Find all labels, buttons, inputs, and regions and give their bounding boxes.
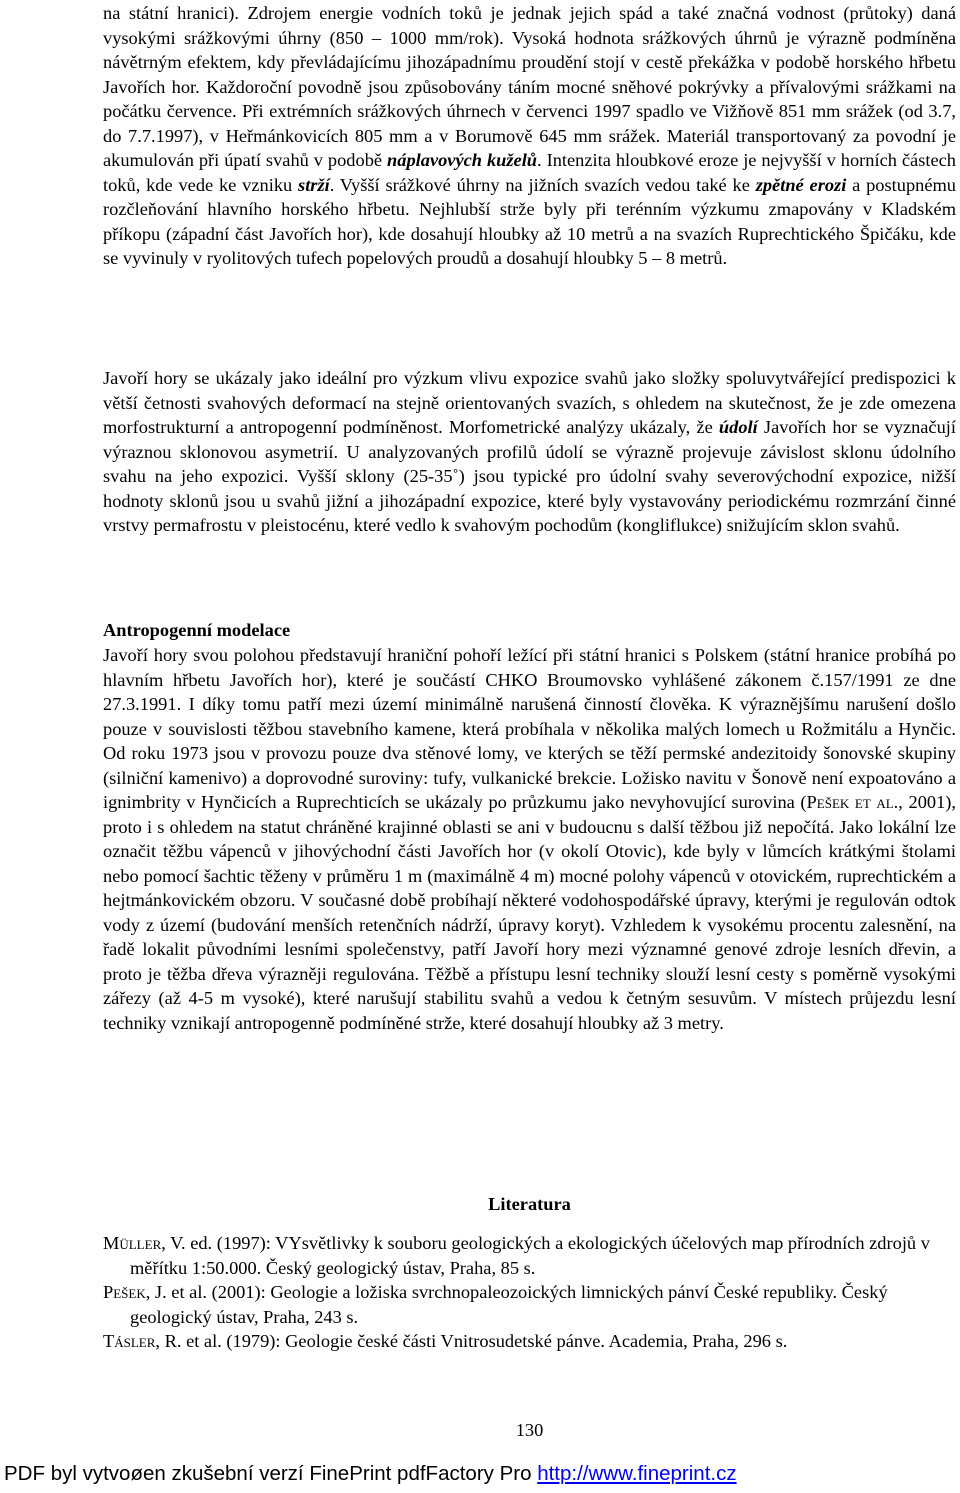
text-run: . Vyšší srážkové úhrny na jižních svazích vedou také ke bbox=[329, 174, 756, 195]
emphasis-term: strží bbox=[298, 174, 330, 195]
reference-author: Müller bbox=[103, 1233, 162, 1253]
reference-text: , R. et al. (1979): Geologie české části Vnitrosudetské pánve. Academia, Praha, 296 s. bbox=[155, 1331, 788, 1351]
reference-item bbox=[103, 1280, 956, 1329]
footer-link[interactable]: http://www.fineprint.cz bbox=[537, 1462, 737, 1485]
reference-text: , J. et al. (2001): Geologie a ložiska svrchnopaleozoických limnických pánví České republiky. Český geologický ústav, Praha, 243 s. bbox=[130, 1282, 888, 1327]
footer-text: PDF byl vytvoøen zkušební verzí FinePrint pdfFactory Pro bbox=[4, 1462, 538, 1485]
paragraph-slope-exposure bbox=[103, 366, 956, 538]
emphasis-term: údolí bbox=[718, 417, 758, 437]
reference-text: , V. ed. (1997): VYsvětlivky k souboru geologických a ekologických účelových map přírodních zdrojů v měřítku 1:50.000. Český geologický ústav, Praha, 85 s. bbox=[130, 1233, 930, 1278]
text-run: a postupnému rozčleňování hlavního horského hřbetu. Nejhlubší strže byly při terénním výzkumu zmapovány v Kladském příkopu (západní část Javořích hor), kde dosahují hloubky až 10 metrů a na svazích Ruprechtického Špičáku, kde se vyvinuly v ryolitových tufech popelových proudů a dosahují hloubky 5 – 8 metrů. bbox=[103, 174, 957, 268]
reference-list bbox=[103, 1231, 956, 1354]
text-run: Javoří hory se ukázaly jako ideální pro výzkum vlivu expozice svahů jako složky spoluvytvářející predispozici k větší četnosti svahových deformací na stejně orientovaných svazích, s ohledem na skutečnost, že je zde omezena morfostrukturní a antropogenní podmíněnost. Morfometrické analýzy ukázaly, že bbox=[103, 368, 956, 437]
text-run: Javořích hor se vyznačují výraznou sklonovou asymetrií. U analyzovaných profilů údolí se výrazně projevuje závislost sklonu údolního svahu na jeho expozici. Vyšší sklony (25-35˚) jsou typické pro údolní svahy severovýchodní expozice, nižší hodnoty sklonů jsou u svahů jižní a jihozápadní expozice, které byly vystavovány periodickému rozmrzání činné vrstvy permafrostu v pleistocénu, které vedlo k svahovým pochodům (kongliflukce) snižujícím sklon svahů. bbox=[103, 417, 956, 535]
citation-author: Pešek et al. bbox=[806, 792, 899, 812]
paragraph-hydrology bbox=[103, 1, 956, 271]
text-run: , 2001), proto i s ohledem na statut chráněné krajinné oblasti se ani v budoucnu s další těžbou již nepočítá. Jako lokální lze označit těžbu vápenců v jihovýchodní části Javořích hor (v okolí Otovic), kde byly v lůmcích krátkými štolami nebo pomocí šachtic těženy v průměru 1 m (maximálně 4 m) mocné polohy vápenců v otovickém, ruprechtickém a hejtmánkovickém obzoru. V současné době probíhají některé vodohospodářské úpravy, kterými je regulován odtok vody z území (budování menších retenčních nádrží, úpravy koryt). Vzhledem k vysokému procentu zalesnění, na řadě lokalit původními lesními společenstvy, patří Javoří hory mezi významné genové zdroje lesních dřevin, a proto je těžba dřeva výrazněji regulována. Těžbě a přístupu lesní techniky slouží lesní cesty s poměrně vysokými zářezy (až 4-5 m vysoké), které narušují stabilitu svahů a vedou k četným sesuvům. V místech průjezdu lesní techniky vznikají antropogenně podmíněné strže, které dosahují hloubky až 3 metry. bbox=[103, 792, 956, 1033]
reference-item bbox=[103, 1329, 956, 1354]
emphasis-term: náplavových kuželů bbox=[387, 150, 538, 170]
paragraph-anthropogenic bbox=[103, 643, 956, 1035]
reference-author: Pešek bbox=[103, 1282, 146, 1302]
emphasis-term: zpětné erozi bbox=[755, 174, 847, 195]
section-heading-anthropogenic: Antropogenní modelace bbox=[103, 620, 291, 640]
text-run: Javoří hory svou polohou představují hraniční pohoří ležící při státní hranici s Polskem (státní hranice probíhá po hlavním hřbetu Javořích hor), které je součástí CHKO Broumovsko vyhlášené zákonem č.157/1991 ze dne 27.3.1991. I díky tomu patří mezi území minimálně narušená činností člověka. K výraznějšímu narušení došlo pouze v souvislosti těžbou stavebního kamene, která probíhala v několika malých lomech u Rožmitálu a Hynčic. Od roku 1973 jsou v provozu pouze dva stěnové lomy, ve kterých se těží permské andezitoidy šonovské skupiny (silniční kamenivo) a doprovodné suroviny: tufy, vulkanické brekcie. Ložisko navitu v Šonově není expoatováno a ignimbrity v Hynčicích a Ruprechticích se ukázaly po průzkumu jako nevyhovující surovina ( bbox=[103, 645, 956, 812]
section-heading-literature: Literatura bbox=[488, 1194, 571, 1214]
text-run: na státní hranici). Zdrojem energie vodních toků je jednak jejich spád a také značná vodnost (průtoky) daná vysokými srážkovými úhrny (850 – 1000 mm/rok). Vysoká hodnota srážkových úhrnů je výrazně podmíněna návětrným efektem, kdy převládajícímu jihozápadnímu proudění stojí v cestě překážka v podobě horského hřbetu Javořích hor. Každoroční povodně jsou způsobovány táním mocné sněhové pokrývky a přívalovými srážkami na počátku července. Při extrémních srážkových úhrnech v červenci 1997 spadlo ve Vižňově 851 mm srážek (od 3.7, do 7.7.1997), v Heřmánkovicích 805 mm a v Borumově 645 mm srážek. Materiál transportovaný za povodní je akumulován při úpatí svahů v podobě bbox=[103, 3, 956, 170]
pdf-footer bbox=[4, 1462, 954, 1486]
reference-author: Tásler bbox=[103, 1331, 156, 1351]
text-run: . Intenzita hloubkové eroze je nejvyšší v horních částech toků, kde vede ke vzniku bbox=[103, 150, 956, 195]
reference-item bbox=[103, 1231, 956, 1280]
page-number: 130 bbox=[515, 1420, 544, 1440]
